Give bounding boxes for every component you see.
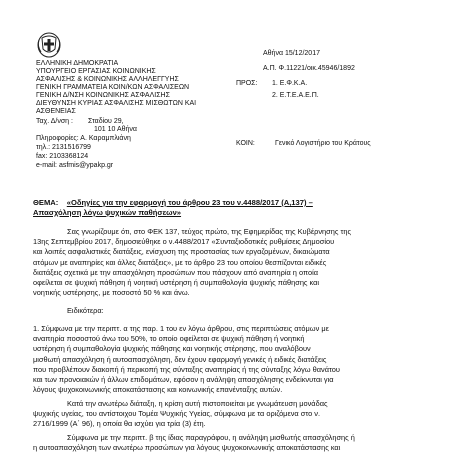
sender-line: ΑΣΘΕΝΕΙΑΣ — [36, 108, 76, 115]
paragraph-case-a — [33, 324, 424, 395]
address-line1: Σταδίου 29, — [88, 118, 124, 125]
text-line: υστέρηση ή συμπαθολογία ψυχικής πάθησης και νοητικής στέρησης, που αναλόβουν — [33, 344, 311, 354]
subject — [33, 198, 433, 218]
to-item: 2. Ε.Τ.Ε.Α.Ε.Π. — [272, 92, 319, 99]
text-line: αναπηρία ποσοστού άνω του 50%, το οποίο οφείλεται σε ψυχική πάθηση ή νοητική — [33, 334, 305, 344]
to-item: 1. Ε.Φ.Κ.Α. — [272, 80, 308, 87]
sender-line: ΔΙΕΥΘΥΝΣΗ ΚΥΡΙΑΣ ΑΣΦΑΛΙΣΗΣ ΜΙΣΘΩΤΩΝ ΚΑΙ — [36, 100, 197, 107]
paragraph-certification — [33, 399, 424, 430]
text-line: Σύμφωνα με την περιπτ. β της ίδιας παραγράφου, η ανάληψη μισθωτής απασχόλησης ή — [67, 433, 355, 442]
text-line: Κατά την ανωτέρω διάταξη, η κρίση αυτή πιστοποιείται με γνωμάτευση μονάδας — [67, 399, 328, 408]
text-line: και των προνοιακών ή άλλων επιδομάτων, εφόσον η ανάληψη απασχόλησης ενδείκνυται για — [33, 375, 334, 385]
sender-line: ΑΣΦΑΛΙΣΗΣ & ΚΟΙΝΩΝΙΚΗΣ ΑΛΛΗΛΕΓΓΥΗΣ — [36, 76, 179, 83]
phone: τηλ.: 2131516799 — [36, 144, 91, 151]
cc-text: Γενικό Λογιστήριο του Κράτους — [275, 140, 371, 147]
text-line: 1. Σύμφωνα με την περιπτ. α της παρ. 1 του εν λόγω άρθρου, στις περιπτώσεις ατόμων με — [33, 324, 329, 333]
sender-block — [36, 60, 196, 116]
document-date: Αθήνα 15/12/2017 — [263, 50, 320, 57]
text-line: οφείλεται σε ψυχική πάθηση ή νοητική υστέρηση ή συμπαθολογία ψυχικής πάθησης και — [33, 278, 320, 288]
text-line: νοητικής υστέρησης, με ποσοστό 50 % και άνω. — [33, 288, 190, 298]
to-label: ΠΡΟΣ: — [236, 80, 258, 87]
text-line: Ειδικότερα: — [67, 306, 104, 315]
text-line: 13ης Σεπτεμβρίου 2017, δημοσιεύθηκε ο ν.4488/2017 «Συνταξιοδοτικές ρυθμίσεις Δημοσίου — [33, 237, 335, 247]
paragraph-case-b — [33, 433, 424, 453]
text-line: Σας γνωρίζουμε ότι, στο ΦΕΚ 137, τεύχος πρώτο, της Εφημερίδας της Κυβέρνησης της — [67, 227, 352, 236]
text-line: 2716/1999 (Α΄ 96), η οποία θα ισχύει για τρία (3) έτη. — [33, 419, 206, 429]
fax: fax: 2103368124 — [36, 153, 89, 160]
subject-line1: «Οδηγίες για την εφαρμογή του άρθρου 23 του ν.4488/2017 (Α,137) – — [66, 198, 313, 207]
address-label: Ταχ. Δ/νση : — [36, 118, 73, 125]
protocol-number: Α.Π. Φ.11221/οικ.45946/1892 — [263, 65, 355, 72]
text-line: διατάξεις σχετικά με την απασχόληση προσώπων που πάσχουν από αναπηρία η οποία — [33, 267, 318, 277]
email: e-mail: asfmis@ypakp.gr — [36, 162, 114, 169]
text-line: η αυτοαπασχόληση των ανωτέρω προσώπων για λόγους ψυχοκοινωνικής αποκατάστασης και — [33, 443, 341, 453]
paragraph-intro — [33, 227, 424, 298]
sender-line: ΥΠΟΥΡΓΕΙΟ ΕΡΓΑΣΙΑΣ ΚΟΙΝΩΝΙΚΗΣ — [36, 68, 156, 75]
text-line: ατόμων με αναπηρίες και άλλες διατάξεις», με το άρθρο 23 του οποίου θεσπίζονται ειδικές — [33, 257, 327, 267]
text-line: και λοιπές ασφαλιστικές διατάξεις, ενίσχυση της προστασίας των εργαζομένων, δικαιώματα — [33, 247, 330, 257]
sender-line: ΕΛΛΗΝΙΚΗ ΔΗΜΟΚΡΑΤΙΑ — [36, 60, 119, 67]
text-line: που προβλέπουν διακοπή ή περικοπή της σύνταξης αναπηρίας ή της σύνταξης λόγω θανάτου — [33, 364, 340, 374]
sender-line: ΓΕΝΙΚΗ ΓΡΑΜΜΑΤΕΙΑ ΚΟΙΝ/ΚΩΝ ΑΣΦΑΛΙΣΕΩΝ — [36, 84, 190, 91]
text-line: ψυχικής υγείας, του αντίστοιχου Τομέα Ψυχικής Υγείας, σύμφωνα με τα οριζόμενα στο ν. — [33, 409, 321, 419]
greek-coat-of-arms-icon — [36, 32, 62, 58]
sender-line: ΓΕΝΙΚΗ Δ/ΝΣΗ ΚΟΙΝΩΝΙΚΗΣ ΑΣΦΑΛΙΣΗΣ — [36, 92, 170, 99]
address-line2: 101 10 Αθήνα — [94, 126, 137, 133]
subject-label: ΘΕΜΑ: — [33, 198, 59, 207]
subject-line2: Απασχόληση λόγω ψυχικών παθήσεων» — [33, 208, 182, 217]
info-line: Πληροφορίες: Α. Καραμπλιάνη — [36, 135, 131, 142]
paragraph-specifically — [67, 306, 453, 316]
text-line: μισθωτή απασχόληση ή αυτοαπασχόληση, δεν έχουν εφαρμογή γενικές ή ειδικές διατάξεις — [33, 354, 327, 364]
text-line: λόγους ψυχοκοινωνικής αποκατάστασης και κοινωνικής επανένταξης αυτών. — [33, 385, 283, 395]
cc-label: ΚΟΙΝ: — [236, 140, 255, 147]
